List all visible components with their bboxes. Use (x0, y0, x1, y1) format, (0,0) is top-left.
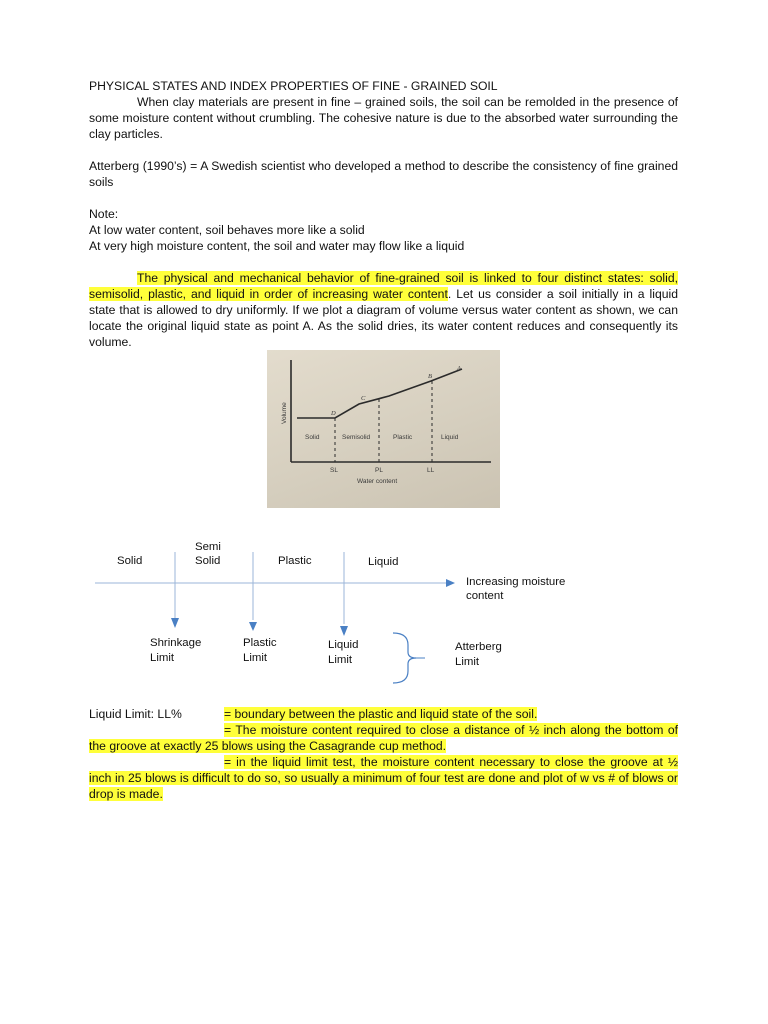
plastic-arrow (249, 622, 257, 631)
diagram-solid-label: Solid (117, 555, 143, 567)
ll-definition-2 (89, 722, 678, 754)
ll-def2-highlight: = The moisture content required to close a distance of ½ inch along the bottom of the groove at exactly 25 blows using the Casagrande cup method. (89, 723, 678, 753)
ll-def3-highlight: = in the liquid limit test, the moisture content necessary to close the groove at ½ inch in 25 blows is difficult to do so, so usually a minimum of four test are done and plot of w vs # of blows or drop is made. (89, 755, 678, 801)
ll-def1-highlight: = boundary between the plastic and liquid state of the soil. (224, 707, 538, 721)
liquid-limit-definitions (89, 706, 678, 802)
limit-pl: PL (375, 467, 383, 474)
moisture-axis-arrow (446, 579, 455, 587)
shrinkage-arrow (171, 618, 179, 628)
atterberg-label-1: Atterberg (455, 641, 502, 653)
state-plastic: Plastic (393, 434, 413, 441)
diagram-semisolid-label: Solid (195, 555, 221, 567)
note-line-2: At very high moisture content, the soil and water may flow like a liquid (89, 239, 465, 253)
liquid-limit-label-2: Limit (328, 654, 353, 666)
volume-graph (267, 350, 500, 508)
point-c: C (361, 395, 366, 402)
graph-ylabel: Volume (281, 402, 288, 424)
graph-xlabel: Water content (357, 478, 398, 485)
shrinkage-limit-label-2: Limit (150, 652, 175, 664)
diagram-semi-label: Semi (195, 541, 221, 553)
moisture-axis-label-2: content (466, 590, 504, 602)
ll-definition-1 (89, 706, 678, 722)
liquid-limit-heading: Liquid Limit: LL% (89, 707, 182, 721)
limit-ll: LL (427, 467, 435, 474)
note-line-1: At low water content, soil behaves more like a solid (89, 223, 365, 237)
diagram-liquid-label: Liquid (368, 556, 399, 568)
document-title: PHYSICAL STATES AND INDEX PROPERTIES OF FINE - GRAINED SOIL (89, 79, 498, 93)
moisture-axis-label-1: Increasing moisture (466, 576, 566, 588)
atterberg-brace (393, 633, 416, 683)
atterberg-paragraph: Atterberg (1990’s) = A Swedish scientist who developed a method to describe the consistency of fine grained soils (89, 159, 678, 189)
state-solid: Solid (305, 434, 320, 441)
liquid-limit-label-1: Liquid (328, 639, 359, 651)
liquid-arrow (340, 626, 348, 636)
volume-water-content-photo (267, 350, 500, 508)
plastic-limit-label-2: Limit (243, 652, 268, 664)
note-heading: Note: (89, 207, 119, 221)
shrinkage-limit-label-1: Shrinkage (150, 637, 202, 649)
states-paragraph (89, 270, 678, 350)
limit-sl: SL (330, 467, 338, 474)
diagram-plastic-label: Plastic (278, 555, 312, 567)
state-semisolid: Semisolid (342, 434, 371, 441)
point-b: B (428, 373, 432, 380)
states-highlight: The physical and mechanical behavior of fine-grained soil is linked to four distinct states: solid, semisolid, plastic, and liquid in order of increasing water content (89, 271, 678, 301)
volume-curve (297, 369, 462, 418)
point-a: A (457, 365, 461, 372)
atterberg-label-2: Limit (455, 656, 480, 668)
intro-paragraph: When clay materials are present in fine – grained soils, the soil can be remolded in the presence of some moisture content without crumbling. The cohesive nature is due to the absorbed water surrounding the clay particles. (89, 95, 678, 141)
ll-definition-3 (89, 754, 678, 802)
point-d: D (331, 410, 336, 417)
state-liquid: Liquid (441, 434, 459, 441)
plastic-limit-label-1: Plastic (243, 637, 277, 649)
document-body (89, 78, 678, 350)
states-paragraph-rest: . Let us consider a soil initially in a liquid state that is allowed to dry uniformly. If we plot a diagram of volume versus water content as shown, we can locate the original liquid state as point A. As the solid dries, its water content reduces and consequently its volume. (89, 287, 678, 349)
